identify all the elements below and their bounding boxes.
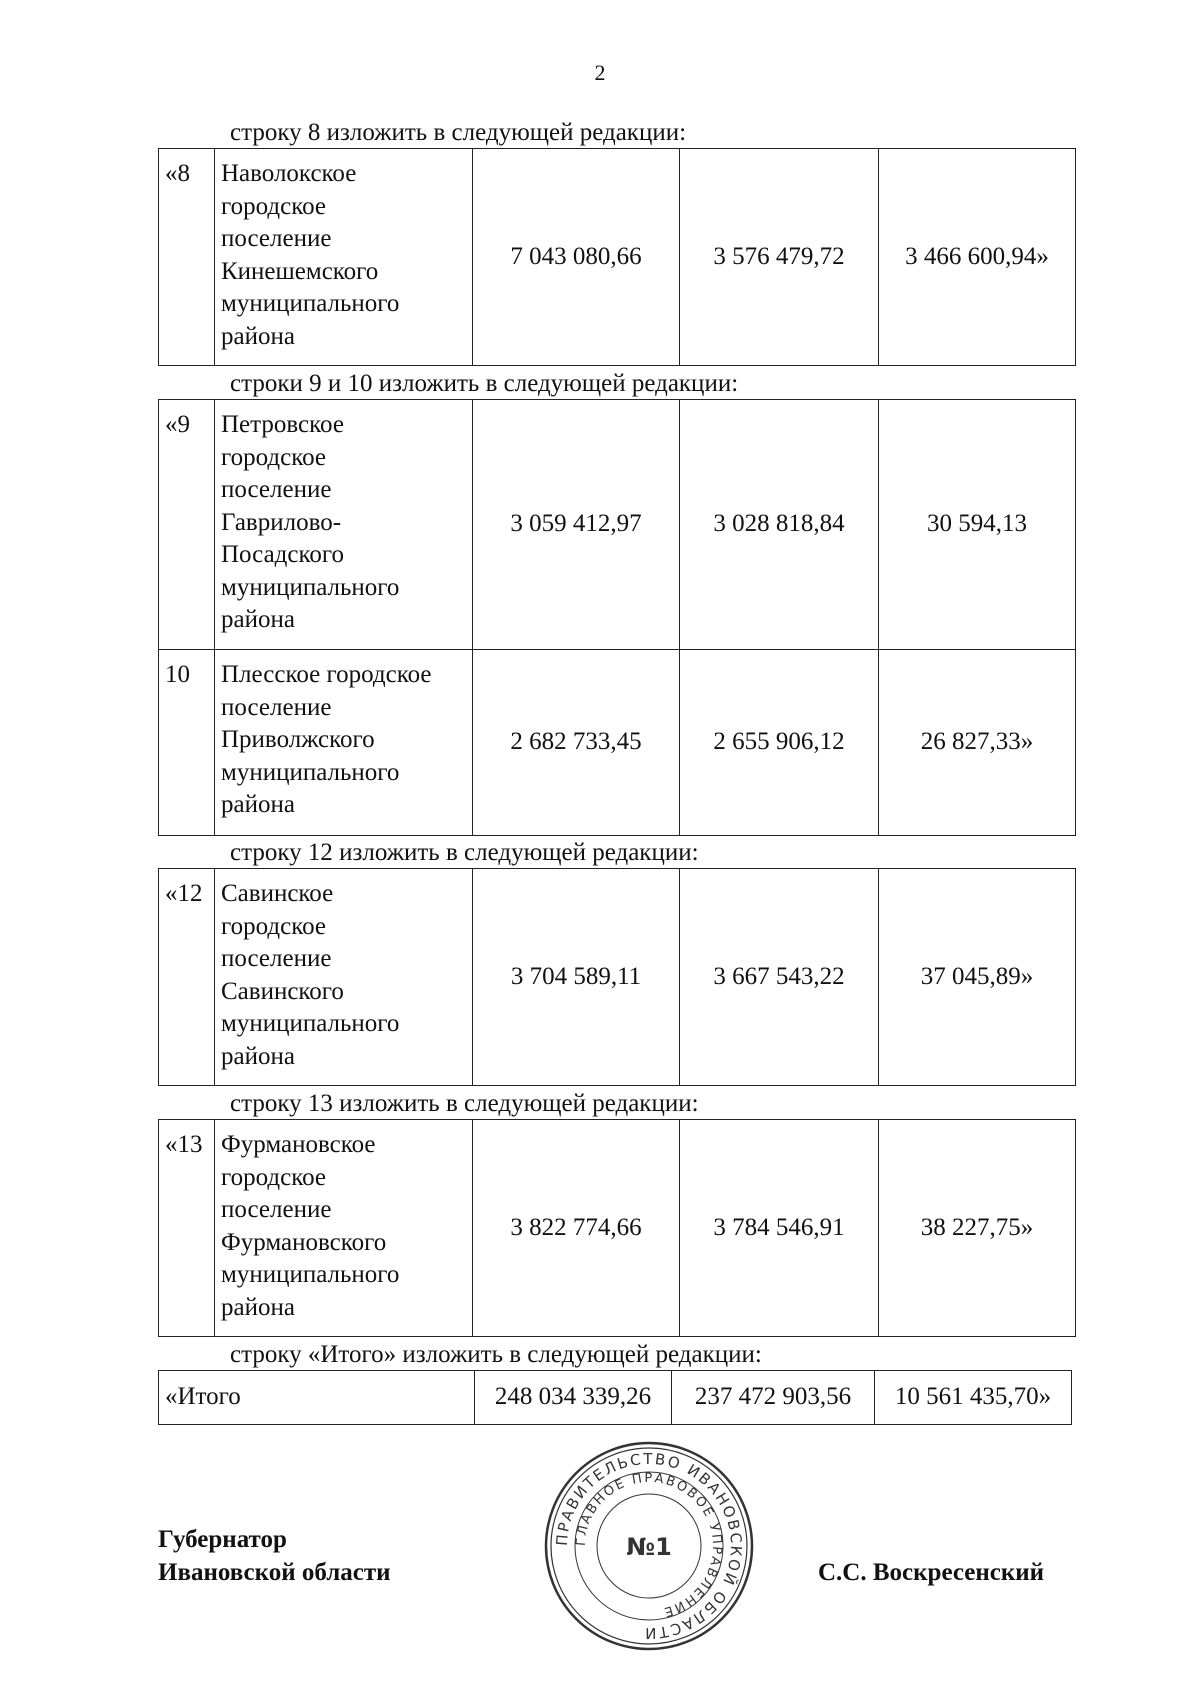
settlement-name: Фурмановское городское поселение Фурмановского муниципального района <box>215 1120 473 1337</box>
value-cell: 3 704 589,11 <box>473 869 680 1086</box>
amendment-table <box>158 868 1076 1086</box>
value-cell: 3 667 543,22 <box>680 869 879 1086</box>
value-cell: 26 827,33» <box>879 650 1076 836</box>
amendment-table <box>158 148 1076 366</box>
table-row <box>159 650 1076 836</box>
row-number: «8 <box>159 149 215 366</box>
value-cell: 7 043 080,66 <box>473 149 680 366</box>
amendment-table <box>158 399 1076 836</box>
table-row <box>159 149 1076 366</box>
settlement-name: Плесское городское поселение Приволжского муниципального района <box>215 650 473 836</box>
amendment-table <box>158 1119 1076 1337</box>
table-row <box>159 400 1076 650</box>
value-cell: 3 059 412,97 <box>473 400 680 650</box>
value-cell: 3 784 546,91 <box>680 1120 879 1337</box>
settlement-name: Савинское городское поселение Савинского муниципального района <box>215 869 473 1086</box>
value-cell: 2 682 733,45 <box>473 650 680 836</box>
value-cell: 3 028 818,84 <box>680 400 879 650</box>
value-cell: 2 655 906,12 <box>680 650 879 836</box>
value-cell: 37 045,89» <box>879 869 1076 1086</box>
settlement-name: Петровское городское поселение Гаврилово- Посадского муниципального района <box>215 400 473 650</box>
section-intro: строку 8 изложить в следующей редакции: <box>230 119 687 146</box>
table-row <box>159 869 1076 1086</box>
value-cell: 10 561 435,70» <box>875 1371 1072 1425</box>
svg-text:ПРАВИТЕЛЬСТВО ИВАНОВСКОЙ ОБЛАС: ПРАВИТЕЛЬСТВО ИВАНОВСКОЙ ОБЛАСТИ <box>552 1449 746 1643</box>
page-number: 2 <box>594 60 606 85</box>
section-intro: строку 13 изложить в следующей редакции: <box>230 1090 699 1117</box>
official-seal-icon <box>543 1440 755 1652</box>
settlement-name: Наволокское городское поселение Кинешемского муниципального района <box>215 149 473 366</box>
signatory-name: С.С. Воскресенский <box>818 1559 1045 1586</box>
row-number: 10 <box>159 650 215 836</box>
value-cell: 38 227,75» <box>879 1120 1076 1337</box>
total-table <box>158 1370 1072 1425</box>
section-intro: строку 12 изложить в следующей редакции: <box>230 839 699 866</box>
svg-text:ГЛАВНОЕ ПРАВОВОЕ УПРАВЛЕНИЕ: ГЛАВНОЕ ПРАВОВОЕ УПРАВЛЕНИЕ <box>573 1470 725 1620</box>
value-cell: 3 576 479,72 <box>680 149 879 366</box>
value-cell: 30 594,13 <box>879 400 1076 650</box>
value-cell: 3 822 774,66 <box>473 1120 680 1337</box>
total-row <box>159 1371 1072 1425</box>
value-cell: 3 466 600,94» <box>879 149 1076 366</box>
row-number: «9 <box>159 400 215 650</box>
row-number: «12 <box>159 869 215 1086</box>
row-number: «13 <box>159 1120 215 1337</box>
svg-text:№1: №1 <box>626 1533 672 1561</box>
value-cell: 237 472 903,56 <box>672 1371 875 1425</box>
section-intro: строки 9 и 10 изложить в следующей редакции: <box>230 370 739 397</box>
total-label: «Итого <box>159 1371 475 1425</box>
signatory-title: Губернатор Ивановской области <box>158 1526 391 1586</box>
total-intro: строку «Итого» изложить в следующей редакции: <box>230 1341 762 1368</box>
table-row <box>159 1120 1076 1337</box>
value-cell: 248 034 339,26 <box>475 1371 672 1425</box>
